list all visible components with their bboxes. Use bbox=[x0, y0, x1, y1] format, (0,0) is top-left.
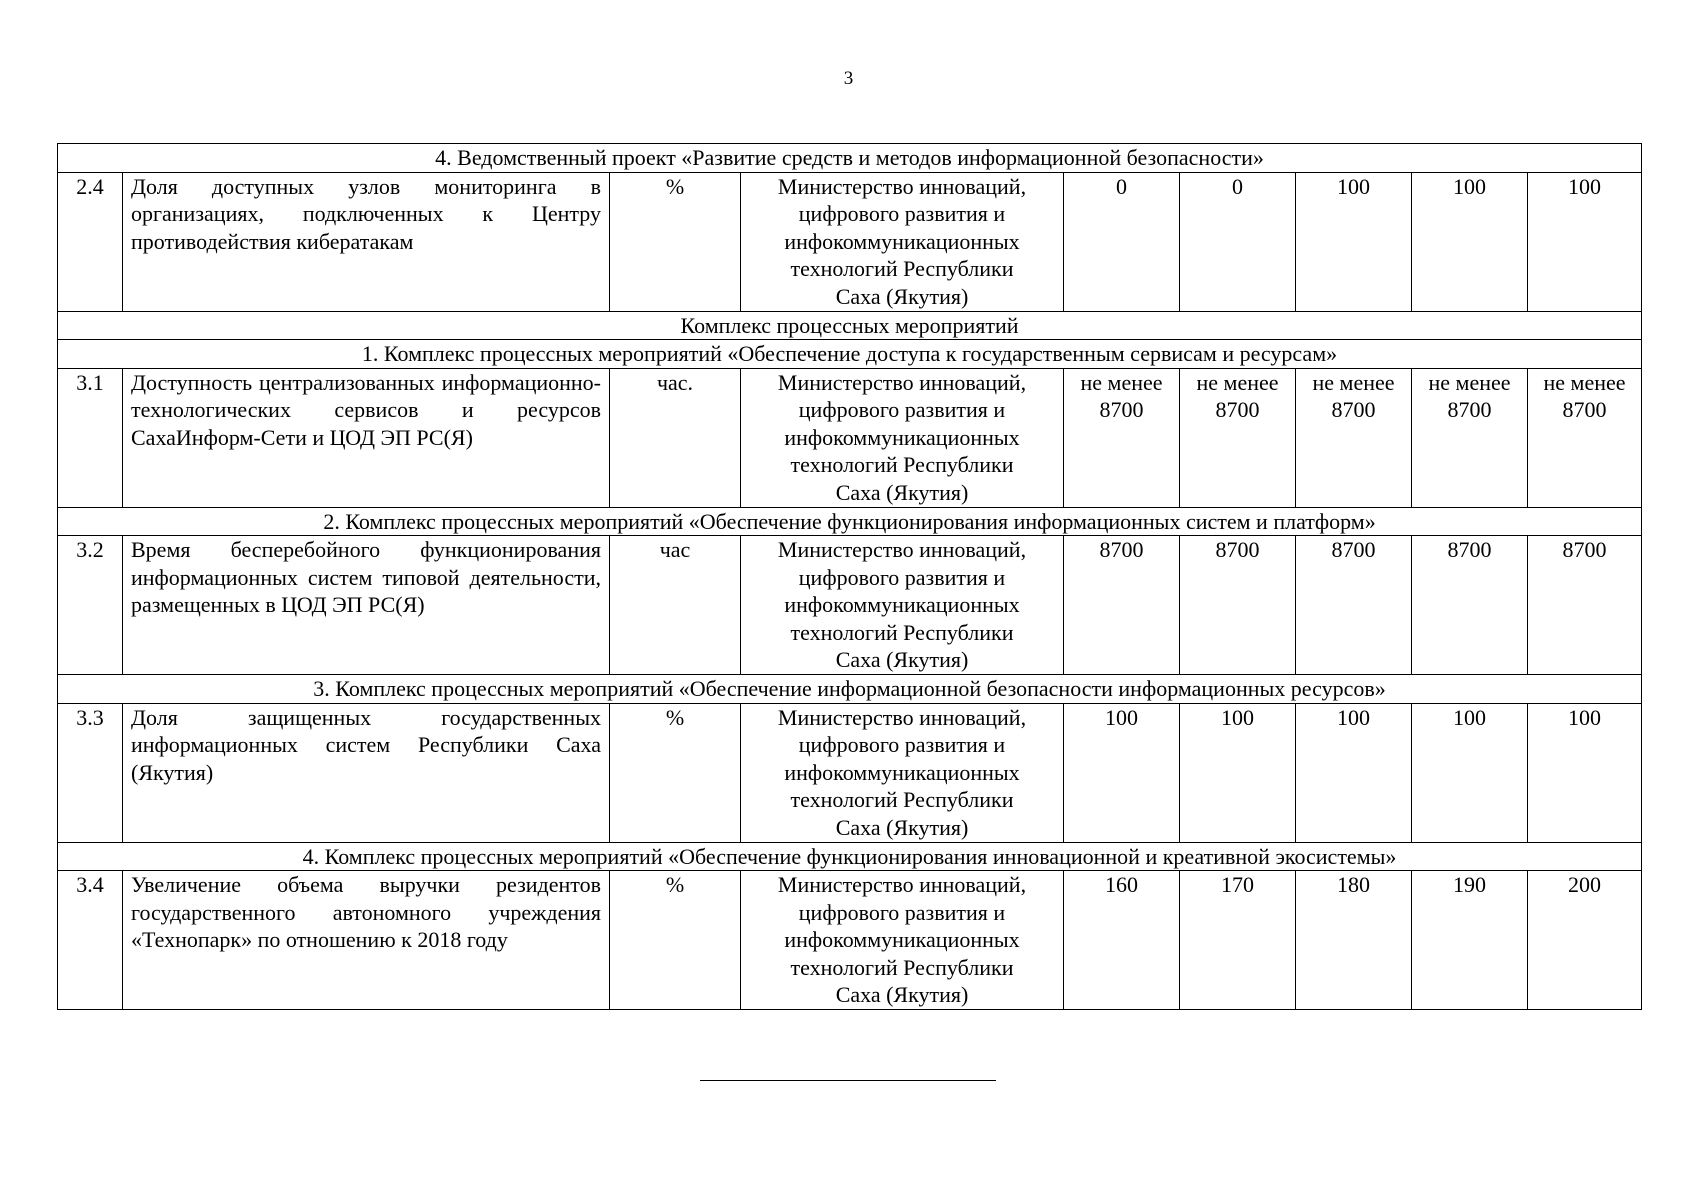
responsible-cell bbox=[741, 172, 1064, 311]
responsible-line: технологий Республики bbox=[790, 619, 1014, 645]
value-cell bbox=[1180, 871, 1296, 1010]
value-line: 100 bbox=[1568, 173, 1602, 199]
responsible-cell bbox=[741, 871, 1064, 1010]
responsible-line: Министерство инноваций, bbox=[777, 369, 1027, 395]
responsible-line: Саха (Якутия) bbox=[835, 283, 969, 309]
value-line: 8700 bbox=[1331, 537, 1376, 562]
section-heading: 4. Комплекс процессных мероприятий «Обеспечение функционирования инновационной и креативной экосистемы» bbox=[58, 842, 1642, 871]
section-row bbox=[58, 675, 1642, 704]
responsible-cell bbox=[741, 368, 1064, 507]
value-line: 170 bbox=[1221, 872, 1254, 897]
value-line: не менее bbox=[1080, 369, 1163, 395]
responsible-line: технологий Республики bbox=[790, 787, 1014, 812]
responsible-line: инфокоммуникационных bbox=[784, 927, 1020, 952]
value-cell bbox=[1296, 172, 1412, 311]
responsible-line: цифрового развития и bbox=[798, 201, 1006, 226]
value-cell bbox=[1064, 871, 1180, 1010]
section-row bbox=[58, 340, 1642, 369]
value-cell bbox=[1064, 703, 1180, 842]
value-cell bbox=[1412, 703, 1528, 842]
table-row bbox=[58, 703, 1642, 842]
value-line: 180 bbox=[1337, 872, 1370, 897]
row-number: 3.3 bbox=[58, 703, 123, 842]
value-cell bbox=[1412, 536, 1528, 675]
value-line: 8700 bbox=[1099, 397, 1144, 422]
footer-rule bbox=[700, 1080, 996, 1081]
indicator-name: Доля защищенных государственных информационных систем Республики Саха (Якутия) bbox=[123, 703, 610, 842]
value-line: 8700 bbox=[1562, 397, 1607, 422]
value-line: не менее bbox=[1312, 369, 1395, 395]
value-line: 0 bbox=[1232, 173, 1243, 199]
value-cell bbox=[1064, 536, 1180, 675]
unit-cell: % bbox=[610, 871, 741, 1010]
row-number: 2.4 bbox=[58, 172, 123, 311]
indicator-name: Увеличение объема выручки резидентов государственного автономного учреждения «Технопарк» по отношению к 2018 году bbox=[123, 871, 610, 1010]
indicator-name: Доля доступных узлов мониторинга в организациях, подключенных к Центру противодействия кибератакам bbox=[123, 172, 610, 311]
page-number: 3 bbox=[843, 68, 854, 89]
value-cell bbox=[1296, 368, 1412, 507]
value-line: 100 bbox=[1221, 704, 1254, 730]
table-row bbox=[58, 871, 1642, 1010]
value-cell bbox=[1296, 536, 1412, 675]
responsible-line: Саха (Якутия) bbox=[835, 982, 969, 1007]
value-line: 8700 bbox=[1099, 537, 1144, 562]
responsible-line: технологий Республики bbox=[790, 256, 1014, 281]
value-line: 8700 bbox=[1215, 537, 1260, 562]
unit-cell: час bbox=[610, 536, 741, 675]
value-cell bbox=[1412, 871, 1528, 1010]
responsible-line: инфокоммуникационных bbox=[784, 592, 1020, 617]
table-body bbox=[58, 144, 1642, 1010]
value-line: 200 bbox=[1568, 872, 1602, 897]
value-line: 0 bbox=[1116, 173, 1127, 199]
responsible-line: Саха (Якутия) bbox=[835, 479, 969, 505]
value-line: 8700 bbox=[1447, 537, 1492, 562]
indicators-table bbox=[57, 143, 1642, 1010]
value-line: 100 bbox=[1337, 704, 1370, 730]
value-cell bbox=[1296, 871, 1412, 1010]
table-row bbox=[58, 536, 1642, 675]
value-cell bbox=[1180, 536, 1296, 675]
value-cell bbox=[1528, 172, 1642, 311]
indicator-name: Время бесперебойного функционирования информационных систем типовой деятельности, размещенных в ЦОД ЭП РС(Я) bbox=[123, 536, 610, 675]
value-line: 8700 bbox=[1447, 397, 1492, 422]
section-heading: 3. Комплекс процессных мероприятий «Обеспечение информационной безопасности информационных ресурсов» bbox=[58, 675, 1642, 704]
responsible-line: технологий Республики bbox=[790, 452, 1014, 477]
value-line: 100 bbox=[1105, 704, 1138, 730]
value-cell bbox=[1528, 871, 1642, 1010]
value-line: 8700 bbox=[1215, 397, 1260, 422]
value-cell bbox=[1296, 703, 1412, 842]
table-row bbox=[58, 172, 1642, 311]
responsible-cell bbox=[741, 703, 1064, 842]
responsible-line: инфокоммуникационных bbox=[784, 759, 1020, 785]
value-line: 8700 bbox=[1562, 537, 1607, 562]
responsible-line: Саха (Якутия) bbox=[835, 647, 969, 672]
value-line: не менее bbox=[1196, 369, 1279, 395]
section-row bbox=[58, 311, 1642, 340]
section-row bbox=[58, 144, 1642, 173]
value-cell bbox=[1180, 703, 1296, 842]
value-line: 100 bbox=[1453, 704, 1486, 730]
responsible-line: цифрового развития и bbox=[798, 732, 1006, 757]
responsible-line: Министерство инноваций, bbox=[777, 704, 1027, 730]
value-cell bbox=[1528, 703, 1642, 842]
responsible-line: инфокоммуникационных bbox=[784, 228, 1020, 254]
value-cell bbox=[1412, 368, 1528, 507]
section-heading: 2. Комплекс процессных мероприятий «Обеспечение функционирования информационных систем и платформ» bbox=[58, 507, 1642, 536]
value-line: 100 bbox=[1568, 704, 1602, 730]
section-heading: 4. Ведомственный проект «Развитие средств и методов информационной безопасности» bbox=[58, 144, 1642, 173]
value-cell bbox=[1412, 172, 1528, 311]
section-heading: 1. Комплекс процессных мероприятий «Обеспечение доступа к государственным сервисам и ресурсам» bbox=[58, 340, 1642, 369]
responsible-line: Саха (Якутия) bbox=[835, 814, 969, 840]
responsible-line: цифрового развития и bbox=[798, 397, 1006, 422]
value-line: не менее bbox=[1543, 369, 1626, 395]
row-number: 3.2 bbox=[58, 536, 123, 675]
unit-cell: % bbox=[610, 172, 741, 311]
responsible-line: инфокоммуникационных bbox=[784, 424, 1020, 450]
value-line: 100 bbox=[1453, 173, 1486, 199]
responsible-line: цифрового развития и bbox=[798, 899, 1006, 925]
responsible-cell bbox=[741, 536, 1064, 675]
responsible-line: Министерство инноваций, bbox=[777, 872, 1027, 897]
value-cell bbox=[1064, 172, 1180, 311]
responsible-line: технологий Республики bbox=[790, 954, 1014, 980]
value-line: 190 bbox=[1453, 872, 1486, 897]
responsible-line: Министерство инноваций, bbox=[777, 173, 1027, 199]
unit-cell: час. bbox=[610, 368, 741, 507]
value-line: 160 bbox=[1105, 872, 1138, 897]
section-heading: Комплекс процессных мероприятий bbox=[58, 311, 1642, 340]
value-cell bbox=[1180, 172, 1296, 311]
value-cell bbox=[1064, 368, 1180, 507]
responsible-line: Министерство инноваций, bbox=[777, 537, 1027, 562]
section-row bbox=[58, 842, 1642, 871]
value-line: 100 bbox=[1337, 173, 1370, 199]
indicator-name: Доступность централизованных информационно-технологических сервисов и ресурсов СахаИнформ-Сети и ЦОД ЭП РС(Я) bbox=[123, 368, 610, 507]
unit-cell: % bbox=[610, 703, 741, 842]
row-number: 3.4 bbox=[58, 871, 123, 1010]
table-row bbox=[58, 368, 1642, 507]
responsible-line: цифрового развития и bbox=[798, 564, 1006, 590]
value-line: 8700 bbox=[1331, 397, 1376, 422]
section-row bbox=[58, 507, 1642, 536]
row-number: 3.1 bbox=[58, 368, 123, 507]
value-cell bbox=[1528, 368, 1642, 507]
value-cell bbox=[1528, 536, 1642, 675]
value-line: не менее bbox=[1428, 369, 1511, 395]
value-cell bbox=[1180, 368, 1296, 507]
